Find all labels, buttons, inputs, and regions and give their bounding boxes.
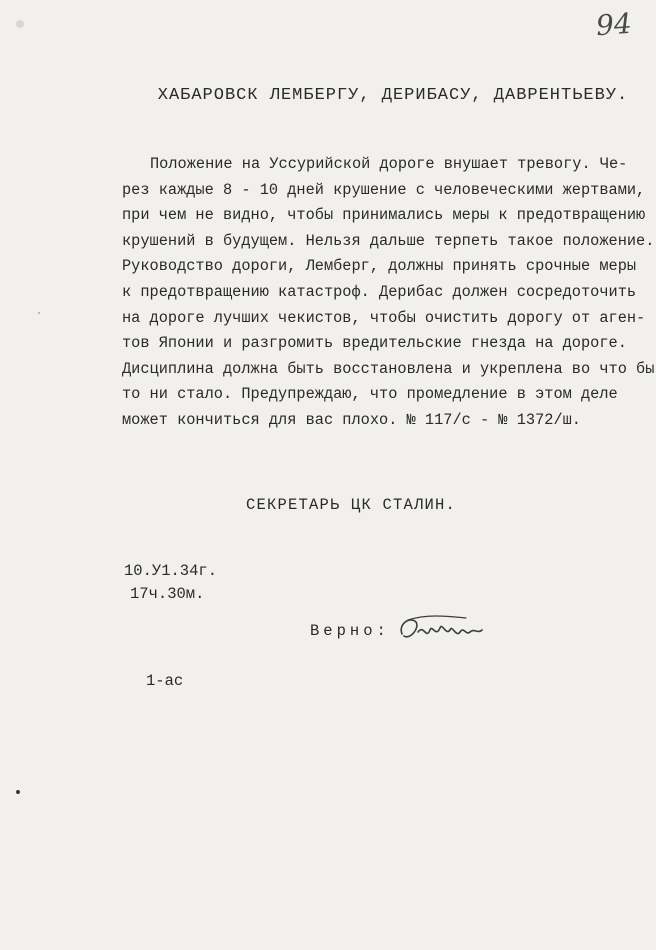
handwritten-signature xyxy=(396,610,486,650)
body-line: крушений в будущем. Нельзя дальше терпеть такое положение. xyxy=(122,231,655,250)
body-line: Положение на Уссурийской дороге внушает тревогу. Че- xyxy=(150,155,628,173)
body-line: Руководство дороги, Лемберг, должны принять срочные меры xyxy=(122,257,637,276)
paper-speck xyxy=(38,312,40,314)
punch-hole-top xyxy=(16,20,24,28)
addressee-header xyxy=(0,86,656,105)
copy-mark: 1-ас xyxy=(146,672,184,690)
body-line: рез каждые 8 - 10 дней крушение с человеческими жертвами, xyxy=(122,180,646,199)
paper-speck xyxy=(16,790,20,794)
body-line: Дисциплина должна быть восстановлена и укреплена во что бы xyxy=(122,359,655,378)
verified-label: Верно: xyxy=(310,622,390,640)
signature-line: СЕКРЕТАРЬ ЦК СТАЛИН. xyxy=(246,496,457,514)
body-line: тов Японии и разгромить вредительские гнезда на дороге. xyxy=(122,334,627,353)
body-line: на дороге лучших чекистов, чтобы очистить дорогу от аген- xyxy=(122,308,646,327)
body-line: при чем не видно, чтобы принимались меры к предотвращению xyxy=(122,206,646,225)
body-line: то ни стало. Предупреждаю, что промедление в этом деле xyxy=(122,385,618,404)
archive-page-number: 94 xyxy=(594,6,633,43)
body-line: может кончиться для вас плохо. № 117/с - № 1372/ш. xyxy=(122,410,581,429)
addressee-header-text: ХАБАРОВСК ЛЕМБЕРГУ, ДЕРИБАСУ, ДАВРЕНТЬЕВУ. xyxy=(157,86,629,105)
date: 10.У1.34г. xyxy=(124,562,218,580)
time: 17ч.30м. xyxy=(130,585,205,603)
telegram-body xyxy=(122,152,655,434)
body-line: к предотвращению катастроф. Дерибас должен сосредоточить xyxy=(122,282,637,301)
